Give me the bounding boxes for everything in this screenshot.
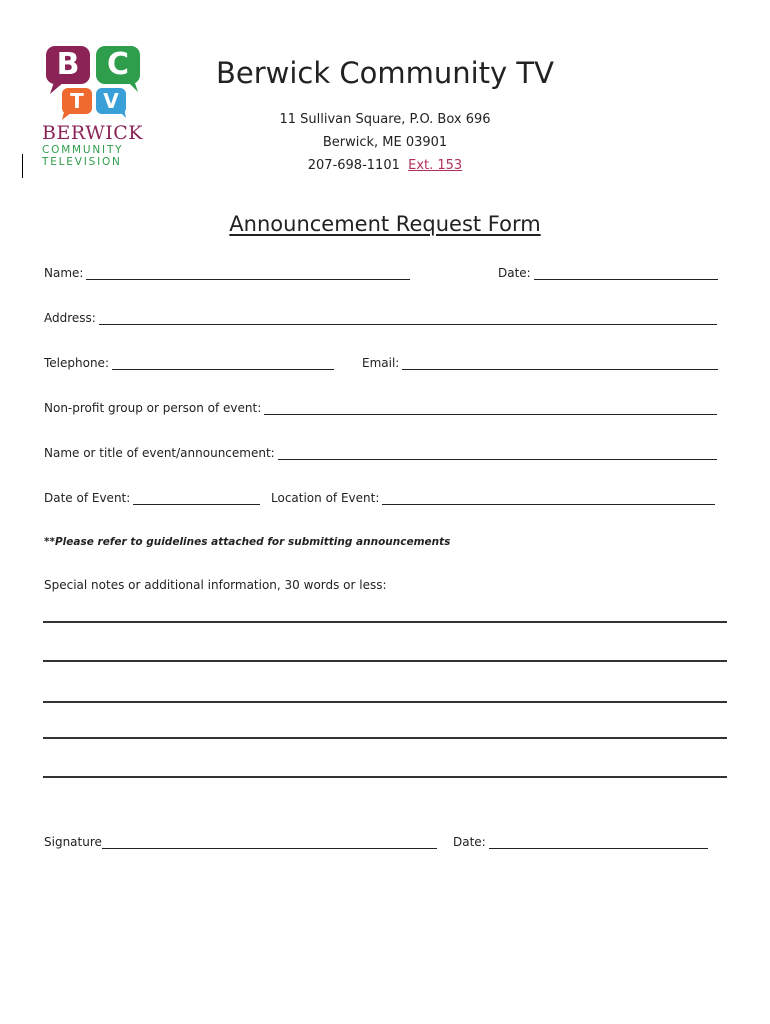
group-label: Non-profit group or person of event:: [44, 401, 262, 415]
logo-name-berwick: BERWICK: [42, 122, 143, 144]
location-input-line[interactable]: [382, 492, 715, 505]
phone-number: 207-698-1101: [307, 158, 400, 173]
signature-date-input-line[interactable]: [489, 836, 708, 849]
address-input-line[interactable]: [99, 312, 717, 325]
phone-line: [150, 158, 620, 173]
name-label: Name:: [44, 266, 84, 280]
event-date-label: Date of Event:: [44, 491, 131, 505]
logo-letter-c: C: [106, 47, 130, 82]
email-field[interactable]: [362, 356, 718, 370]
date-label: Date:: [498, 266, 531, 280]
address-line-1: 11 Sullivan Square, P.O. Box 696: [279, 112, 491, 127]
logo-letter-t: T: [70, 89, 84, 113]
date-input-line[interactable]: [534, 267, 718, 280]
signature-date-label: Date:: [453, 835, 486, 849]
notes-line-2[interactable]: [43, 660, 727, 662]
phone-extension: Ext. 153: [408, 158, 463, 173]
notes-line-4[interactable]: [43, 737, 727, 739]
date-field[interactable]: [498, 266, 718, 280]
group-input-line[interactable]: [264, 402, 717, 415]
location-label: Location of Event:: [271, 491, 380, 505]
email-label: Email:: [362, 356, 400, 370]
address-label: Address:: [44, 311, 96, 325]
text-cursor: [22, 154, 23, 178]
form-title: Announcement Request Form: [229, 212, 541, 236]
name-input-line[interactable]: [86, 267, 410, 280]
email-input-line[interactable]: [402, 357, 718, 370]
name-field[interactable]: [44, 266, 410, 280]
notes-line-5[interactable]: [43, 776, 727, 778]
event-date-field[interactable]: [44, 491, 260, 505]
signature-label: Signature: [44, 835, 102, 849]
location-field[interactable]: [271, 491, 715, 505]
event-date-input-line[interactable]: [133, 492, 260, 505]
notes-line-3[interactable]: [43, 701, 727, 703]
notes-label: Special notes or additional information, 30 words or less:: [44, 578, 387, 592]
guidelines-note: **Please refer to guidelines attached for submitting announcements: [44, 536, 451, 548]
logo-letter-b: B: [56, 47, 80, 82]
signature-input-line[interactable]: [102, 836, 437, 849]
event-name-field[interactable]: [44, 446, 717, 460]
signature-date-field[interactable]: [453, 835, 708, 849]
address-line-2: Berwick, ME 03901: [322, 135, 448, 150]
group-field[interactable]: [44, 401, 717, 415]
telephone-label: Telephone:: [44, 356, 109, 370]
event-name-label: Name or title of event/announcement:: [44, 446, 275, 460]
address-field[interactable]: [44, 311, 717, 325]
bctv-logo: [42, 42, 152, 172]
logo-name-television: TELEVISION: [42, 156, 122, 168]
logo-name-community: COMMUNITY: [42, 144, 124, 156]
logo-letter-v: V: [103, 89, 119, 113]
telephone-input-line[interactable]: [112, 357, 334, 370]
page-title: Berwick Community TV: [215, 56, 554, 90]
notes-line-1[interactable]: [43, 621, 727, 623]
signature-field[interactable]: [44, 835, 437, 849]
event-name-input-line[interactable]: [278, 447, 717, 460]
telephone-field[interactable]: [44, 356, 334, 370]
